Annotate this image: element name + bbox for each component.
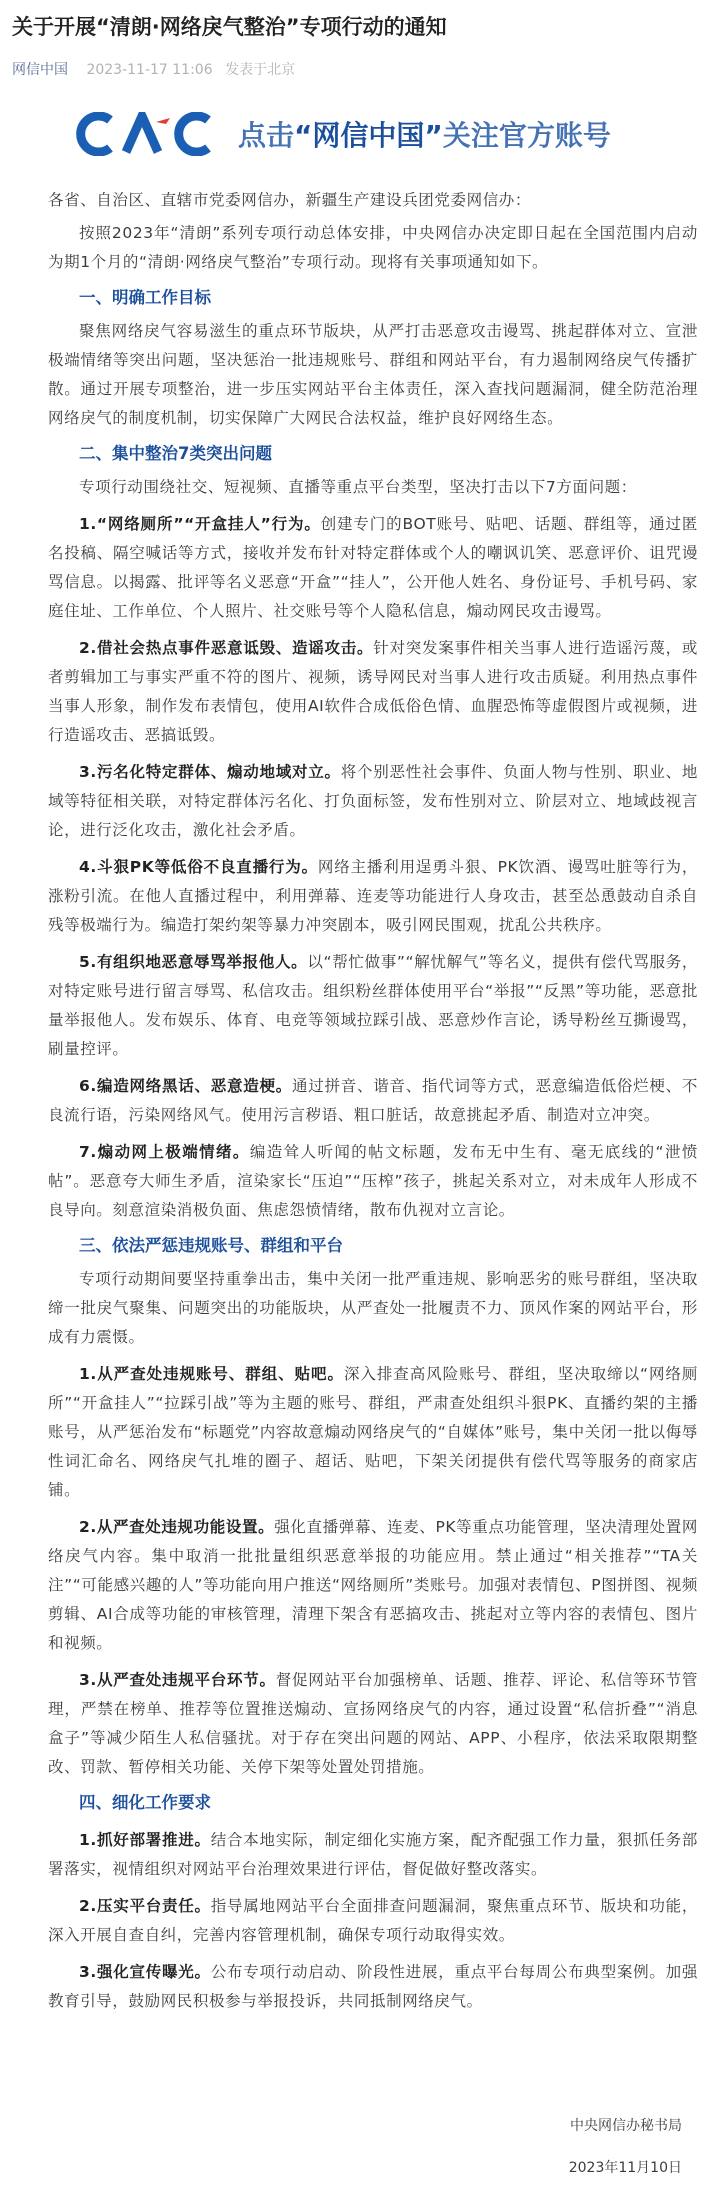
article-meta <box>12 58 295 82</box>
list-item <box>48 1892 698 1950</box>
list-item <box>48 1360 698 1505</box>
list-item <box>48 510 698 626</box>
list-item-lead: 2.压实平台责任。 <box>79 1897 211 1915</box>
intro-paragraph: 按照2023年“清朗”系列专项行动总体安排，中央网信办决定即日起在全国范围内启动为期1个月的“清朗·网络戾气整治”专项行动。现将有关事项通知如下。 <box>48 224 698 271</box>
list-item-lead: 2.从严查处违规功能设置。 <box>79 1518 275 1536</box>
list-item <box>48 1826 698 1884</box>
list-item-lead: 1.从严查处违规账号、群组、贴吧。 <box>79 1365 344 1383</box>
list-item <box>48 1513 698 1658</box>
section-paragraph: 专项行动期间要坚持重拳出击，集中关闭一批严重违规、影响恶劣的账号群组，坚决取缔一批戾气聚集、问题突出的功能版块，从严查处一批履责不力、顶风作案的网站平台，形成有力震慑。 <box>48 1270 698 1346</box>
publish-time: 2023-11-17 11:06 <box>86 62 213 78</box>
sections <box>48 283 698 2016</box>
list-item-text: 结合本地实际，制定细化实施方案，配齐配强工作力量，狠抓任务部署落实，视情组织对网站平台治理效果进行评估，督促做好整改落实。 <box>48 1831 698 1878</box>
list-item-text: 督促网站平台加强榜单、话题、推荐、评论、私信等环节管理，严禁在榜单、推荐等位置推送煽动、宣扬网络戾气的内容，通过设置“私信折叠”“消息盒子”等减少陌生人私信骚扰。对于存在突出问题的网站、APP、小程序，依法采取限期整改、罚款、暂停相关功能、关停下架等处置处罚措施。 <box>48 1671 698 1776</box>
section-heading: 一、明确工作目标 <box>79 288 211 307</box>
logo-text: CAC <box>70 112 73 113</box>
section-heading: 四、细化工作要求 <box>79 1793 211 1812</box>
section-heading: 二、集中整治7类突出问题 <box>79 444 272 463</box>
list-item-text: 将个别恶性社会事件、负面人物与性别、职业、地域等特征相关联，对特定群体污名化、打负面标签，发布性别对立、阶层对立、地域歧视言论，进行泛化攻击，激化社会矛盾。 <box>48 763 698 839</box>
section-heading: 三、依法严惩违规账号、群组和平台 <box>79 1236 343 1255</box>
list-item <box>48 634 698 750</box>
list-item <box>48 1138 698 1225</box>
list-item <box>48 1072 698 1130</box>
list-item-lead: 3.从严查处违规平台环节。 <box>79 1671 276 1689</box>
signature-date: 2023年11月10日 <box>568 2160 682 2176</box>
list-item-lead: 7.煽动网上极端情绪。 <box>79 1143 250 1161</box>
list-item <box>48 853 698 940</box>
list-item-text: 创建专门的BOT账号、贴吧、话题、群组等，通过匿名投稿、隔空喊话等方式，接收并发布针对特定群体或个人的嘲讽讥笑、恶意评价、诅咒谩骂信息。以揭露、批评等名义恶意“开盒”“挂人”，公开他人姓名、身份证号、手机号码、家庭住址、工作单位、个人照片、社交账号等个人隐私信息，煽动网民攻击谩骂。 <box>48 515 698 620</box>
banner-text-pre: 点击 <box>238 119 295 152</box>
list-item-text: 网络主播利用逞勇斗狠、PK饮酒、谩骂吐脏等行为，涨粉引流。在他人直播过程中，利用弹幕、连麦等功能进行人身攻击，甚至怂恿鼓动自杀自残等极端行为。编造打架约架等暴力冲突剧本，吸引网民围观，扰乱公共秩序。 <box>48 858 698 934</box>
article-title: 关于开展“清朗·网络戾气整治”专项行动的通知 <box>12 15 447 39</box>
list-item-lead: 6.编造网络黑话、恶意造梗。 <box>79 1077 292 1095</box>
signature: 中央网信办秘书局 <box>570 2118 682 2134</box>
list-item-text: 深入排查高风险账号、群组，坚决取缔以“网络厕所”“开盒挂人”“拉踩引战”等为主题的账号、群组，严肃查处组织斗狠PK、直播约架的主播账号，从严惩治发布“标题党”内容故意煽动网络戾气的“自媒体”账号，集中关闭一批以侮辱性词汇命名、网络戾气扎堆的圈子、超话、贴吧，下架关闭提供有偿代骂等服务的商家店铺。 <box>48 1365 699 1499</box>
banner-caption <box>238 116 611 156</box>
list-item-text: 公布专项行动启动、阶段性进展，重点平台每周公布典型案例。加强教育引导，鼓励网民积极参与举报投诉，共同抵制网络戾气。 <box>48 1963 698 2010</box>
salutation: 各省、自治区、直辖市党委网信办，新疆生产建设兵团党委网信办： <box>48 191 532 209</box>
article-body <box>48 186 698 2022</box>
source-link[interactable]: 网信中国 <box>12 62 68 78</box>
list-item-lead: 4.斗狠PK等低俗不良直播行为。 <box>79 858 318 876</box>
list-item <box>48 758 698 845</box>
list-item-text: 以“帮忙做事”“解忧解气”等名义，提供有偿代骂服务，对特定账号进行留言辱骂、私信攻击。组织粉丝群体使用平台“举报”“反黑”等功能，恶意批量举报他人。发布娱乐、体育、电竞等领域拉踩引战、恶意炒作言论，诱导粉丝互撕谩骂，刷量控评。 <box>48 953 698 1058</box>
list-item-lead: 1.“网络厕所”“开盒挂人”行为。 <box>79 515 321 533</box>
list-item-lead: 3.强化宣传曝光。 <box>79 1963 211 1981</box>
section-paragraph: 聚焦网络戾气容易滋生的重点环节版块，从严打击恶意攻击谩骂、挑起群体对立、宣泄极端情绪等突出问题，坚决惩治一批违规账号、群组和网站平台，有力遏制网络戾气传播扩散。通过开展专项整治，进一步压实网站平台主体责任，深入查找问题漏洞，健全防范治理网络戾气的制度机制，切实保障广大网民合法权益，维护良好网络生态。 <box>48 322 698 427</box>
list-item-text: 强化直播弹幕、连麦、PK等重点功能管理，坚决清理处置网络戾气内容。集中取消一批批量组织恶意举报的功能应用。禁止通过“相关推荐”“TA关注”“可能感兴趣的人”等功能向用户推送“网络厕所”类账号。加强对表情包、P图拼图、视频剪辑、AI合成等功能的审核管理，清理下架含有恶搞攻击、挑起对立等内容的表情包、图片和视频。 <box>48 1518 698 1652</box>
list-item <box>48 1666 698 1782</box>
list-item <box>48 1958 698 2016</box>
list-item-text: 针对突发案事件相关当事人进行造谣污蔑，或者剪辑加工与事实严重不符的图片、视频，诱导网民对当事人进行攻击质疑。利用热点事件当事人形象，制作发布表情包，使用AI软件合成低俗色情、血腥恐怖等虚假图片或视频，进行造谣攻击、恶搞诋毁。 <box>48 639 698 744</box>
list-item-text: 通过拼音、谐音、指代词等方式，恶意编造低俗烂梗、不良流行语，污染网络风气。使用污言秽语、粗口脏话，故意挑起矛盾、制造对立冲突。 <box>48 1077 698 1124</box>
list-item <box>48 948 698 1064</box>
list-item-lead: 5.有组织地恶意辱骂举报他人。 <box>79 953 308 971</box>
banner-text-highlight: “网信中国” <box>294 119 443 152</box>
cac-logo <box>70 112 220 156</box>
list-item-text: 编造耸人听闻的帖文标题，发布无中生有、毫无底线的“泄愤帖”。恶意夸大师生矛盾，渲染家长“压迫”“压榨”孩子，挑起关系对立，对未成年人形成不良导向。刻意渲染消极负面、焦虑怨愤情绪，散布仇视对立言论。 <box>48 1143 698 1219</box>
list-item-lead: 1.抓好部署推进。 <box>79 1831 211 1849</box>
banner-text-post: 关注官方账号 <box>442 119 611 152</box>
list-item-lead: 2.借社会热点事件恶意诋毁、造谣攻击。 <box>79 639 374 657</box>
list-item-text: 指导属地网站平台全面排查问题漏洞，聚焦重点环节、版块和功能，深入开展自查自纠，完善内容管理机制，确保专项行动取得实效。 <box>48 1897 698 1944</box>
publish-location: 发表于北京 <box>225 62 296 78</box>
section-paragraph: 专项行动围绕社交、短视频、直播等重点平台类型，坚决打击以下7方面问题： <box>79 478 637 496</box>
list-item-lead: 3.污名化特定群体、煽动地域对立。 <box>79 763 341 781</box>
follow-banner[interactable] <box>70 106 670 162</box>
